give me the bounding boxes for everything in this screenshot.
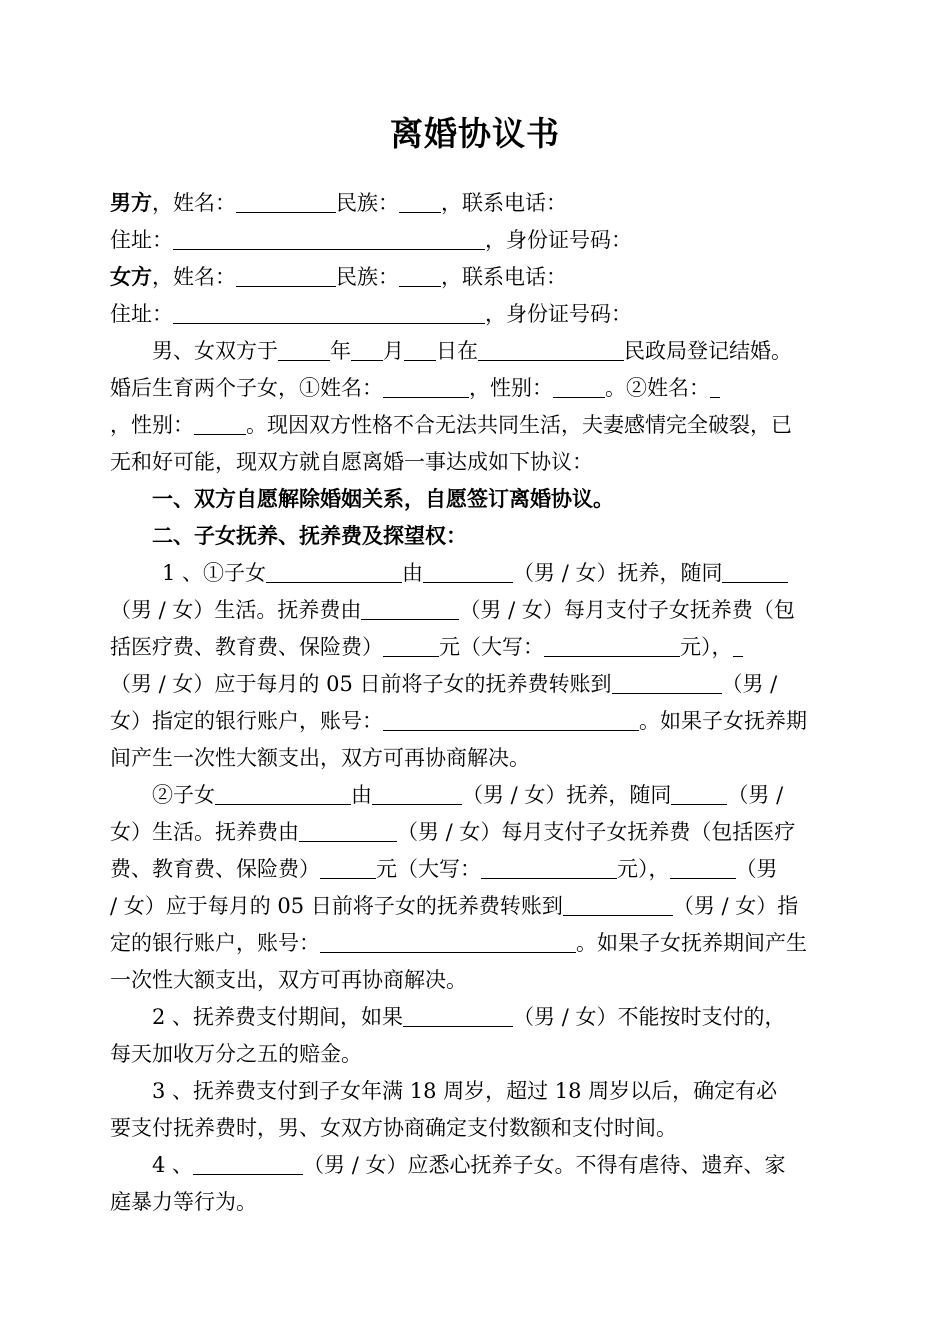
text: 由	[351, 783, 372, 807]
phone-label: ，联系电话：	[441, 191, 567, 215]
text: 每天加收万分之五的赔金。	[110, 1042, 362, 1066]
male-label: 男方	[110, 190, 152, 215]
text: 定的银行账户，账号：	[110, 931, 320, 955]
text: 。现因双方性格不合无法共同生活，夫妻感情完全破裂，已	[246, 413, 792, 437]
text: （男 / 女）不能按时支付的，	[513, 1005, 786, 1029]
amount1-blank	[383, 636, 439, 657]
male-ethnicity-blank	[399, 192, 441, 213]
female-party-line	[110, 262, 567, 292]
children-line	[110, 373, 720, 403]
address-label: 住址：	[110, 302, 173, 326]
clause-1-line-2	[110, 595, 795, 625]
text: 。如果子女抚养期	[639, 709, 807, 733]
payer2-blank	[299, 821, 397, 842]
male-address-blank	[173, 229, 485, 250]
text: 。如果子女抚养期间产生	[576, 931, 807, 955]
text: 费、教育费、保险费）	[110, 857, 320, 881]
clause-3-line-2	[110, 1113, 677, 1143]
amount1-words-blank	[544, 636, 680, 657]
id-label: ，身份证号码：	[485, 228, 632, 252]
amount2-words-blank	[481, 858, 617, 879]
text: 要支付抚养费时，男、女双方协商确定支付数额和支付时间。	[110, 1116, 677, 1140]
text: （男 /	[727, 783, 784, 807]
text: 元（大写：	[439, 635, 544, 659]
text: 元），	[617, 857, 670, 881]
custodian2-blank	[372, 784, 462, 805]
female-ethnicity-blank	[399, 266, 441, 287]
text: 庭暴力等行为。	[110, 1190, 257, 1214]
account1-blank	[383, 710, 639, 731]
text: 2 、抚养费支付期间，如果	[152, 1005, 404, 1029]
id-label: ，身份证号码：	[485, 302, 632, 326]
text: 月	[383, 339, 404, 363]
text: （男 / 女）生活。抚养费由	[110, 598, 362, 622]
transferor2-blank	[670, 858, 736, 879]
ethnicity-label: 民族：	[336, 191, 399, 215]
male-party-line	[110, 188, 567, 218]
clause-4-line-1	[152, 1150, 785, 1180]
text: 4 、	[152, 1153, 194, 1177]
ethnicity-label: 民族：	[336, 265, 399, 289]
late-payer-blank	[403, 1006, 513, 1027]
text: （男 / 女）抚养，随同	[513, 561, 723, 585]
text: 女）指定的银行账户，账号：	[110, 709, 383, 733]
clause-1-line-1	[162, 558, 788, 588]
clause-1-line-3	[110, 632, 743, 662]
clause-1b-line-3	[110, 854, 778, 884]
clause-1b-line-1	[152, 780, 783, 810]
clause-1-line-4	[110, 669, 777, 699]
text: 一次性大额支出，双方可再协商解决。	[110, 968, 467, 992]
text: （男 / 女）每月支付子女抚养费（包	[459, 598, 795, 622]
clause-3-line-1	[152, 1076, 777, 1106]
clause-1-line-5	[110, 706, 807, 736]
section-1-heading: 一、双方自愿解除婚姻关系，自愿签订离婚协议。	[152, 486, 614, 511]
text: 婚后生育两个子女，①姓名：	[110, 376, 383, 400]
children-gender-line	[110, 410, 792, 440]
live-with2-blank	[671, 784, 727, 805]
caregiver-blank	[193, 1154, 303, 1175]
live-with1-blank	[722, 562, 788, 583]
name-label: ，姓名：	[152, 191, 236, 215]
account2-blank	[320, 932, 576, 953]
text: 。②姓名：	[605, 376, 710, 400]
child2-gender-blank	[194, 414, 246, 435]
female-address-line	[110, 299, 632, 329]
payer1-blank	[361, 599, 459, 620]
text: 间产生一次性大额支出，双方可再协商解决。	[110, 746, 530, 770]
text: 民政局登记结婚。	[624, 339, 792, 363]
clause-1b-line-5	[110, 928, 807, 958]
clause-1-line-6	[110, 743, 530, 773]
text: 男、女双方于	[152, 339, 278, 363]
address-label: 住址：	[110, 228, 173, 252]
section-2-heading: 二、子女抚养、抚养费及探望权：	[152, 523, 467, 548]
female-label: 女方	[110, 264, 152, 289]
clause-1b-line-2	[110, 817, 795, 847]
text: ②子女	[152, 783, 215, 807]
child2-blank	[215, 784, 351, 805]
text: 年	[330, 339, 351, 363]
child2-name-blank	[710, 377, 720, 398]
custodian1-blank	[423, 562, 513, 583]
text: （男 / 女）抚养，随同	[462, 783, 672, 807]
amount2-blank	[320, 858, 376, 879]
day-blank	[404, 340, 436, 361]
text: 括医疗费、教育费、保险费）	[110, 635, 383, 659]
clause-2-line-2	[110, 1039, 362, 1069]
bureau-blank	[478, 340, 624, 361]
name-label: ，姓名：	[152, 265, 236, 289]
recipient2-blank	[563, 895, 673, 916]
recipient1-blank	[612, 673, 722, 694]
female-name-blank	[236, 266, 336, 287]
text: 女）生活。抚养费由	[110, 820, 299, 844]
clause-1b-line-4	[110, 891, 798, 921]
text: （男 /	[721, 672, 778, 696]
clause-1b-line-6	[110, 965, 467, 995]
text: ，性别：	[110, 413, 194, 437]
marriage-registration-line	[152, 336, 792, 366]
month-blank	[351, 340, 383, 361]
text: 元），	[680, 635, 733, 659]
agreement-intro-line	[110, 447, 593, 477]
text: （男 / 女）应悉心抚养子女。不得有虐待、遗弃、家	[303, 1153, 786, 1177]
text: 1 、①子女	[162, 561, 267, 585]
clause-4-line-2	[110, 1187, 257, 1217]
male-name-blank	[236, 192, 336, 213]
text: 无和好可能，现双方就自愿离婚一事达成如下协议：	[110, 450, 593, 474]
phone-label: ，联系电话：	[441, 265, 567, 289]
text: （男 / 女）每月支付子女抚养费（包括医疗	[397, 820, 796, 844]
text: （男 / 女）应于每月的 05 日前将子女的抚养费转账到	[110, 672, 612, 696]
text: 由	[402, 561, 424, 585]
female-address-blank	[173, 303, 485, 324]
text: ，性别：	[469, 376, 553, 400]
clause-2-line-1	[152, 1002, 785, 1032]
transferor1-blank	[733, 636, 743, 657]
child1-blank	[266, 562, 402, 583]
text: 3 、抚养费支付到子女年满 18 周岁，超过 18 周岁以后，确定有必	[152, 1079, 778, 1103]
text: 元（大写：	[376, 857, 481, 881]
male-address-line	[110, 225, 632, 255]
text: （男	[735, 857, 778, 881]
text: / 女）应于每月的 05 日前将子女的抚养费转账到	[110, 894, 563, 918]
text: （男 / 女）指	[672, 894, 799, 918]
child1-gender-blank	[553, 377, 605, 398]
year-blank	[278, 340, 330, 361]
child1-name-blank	[383, 377, 469, 398]
document-title: 离婚协议书	[390, 114, 560, 153]
text: 日在	[436, 339, 478, 363]
